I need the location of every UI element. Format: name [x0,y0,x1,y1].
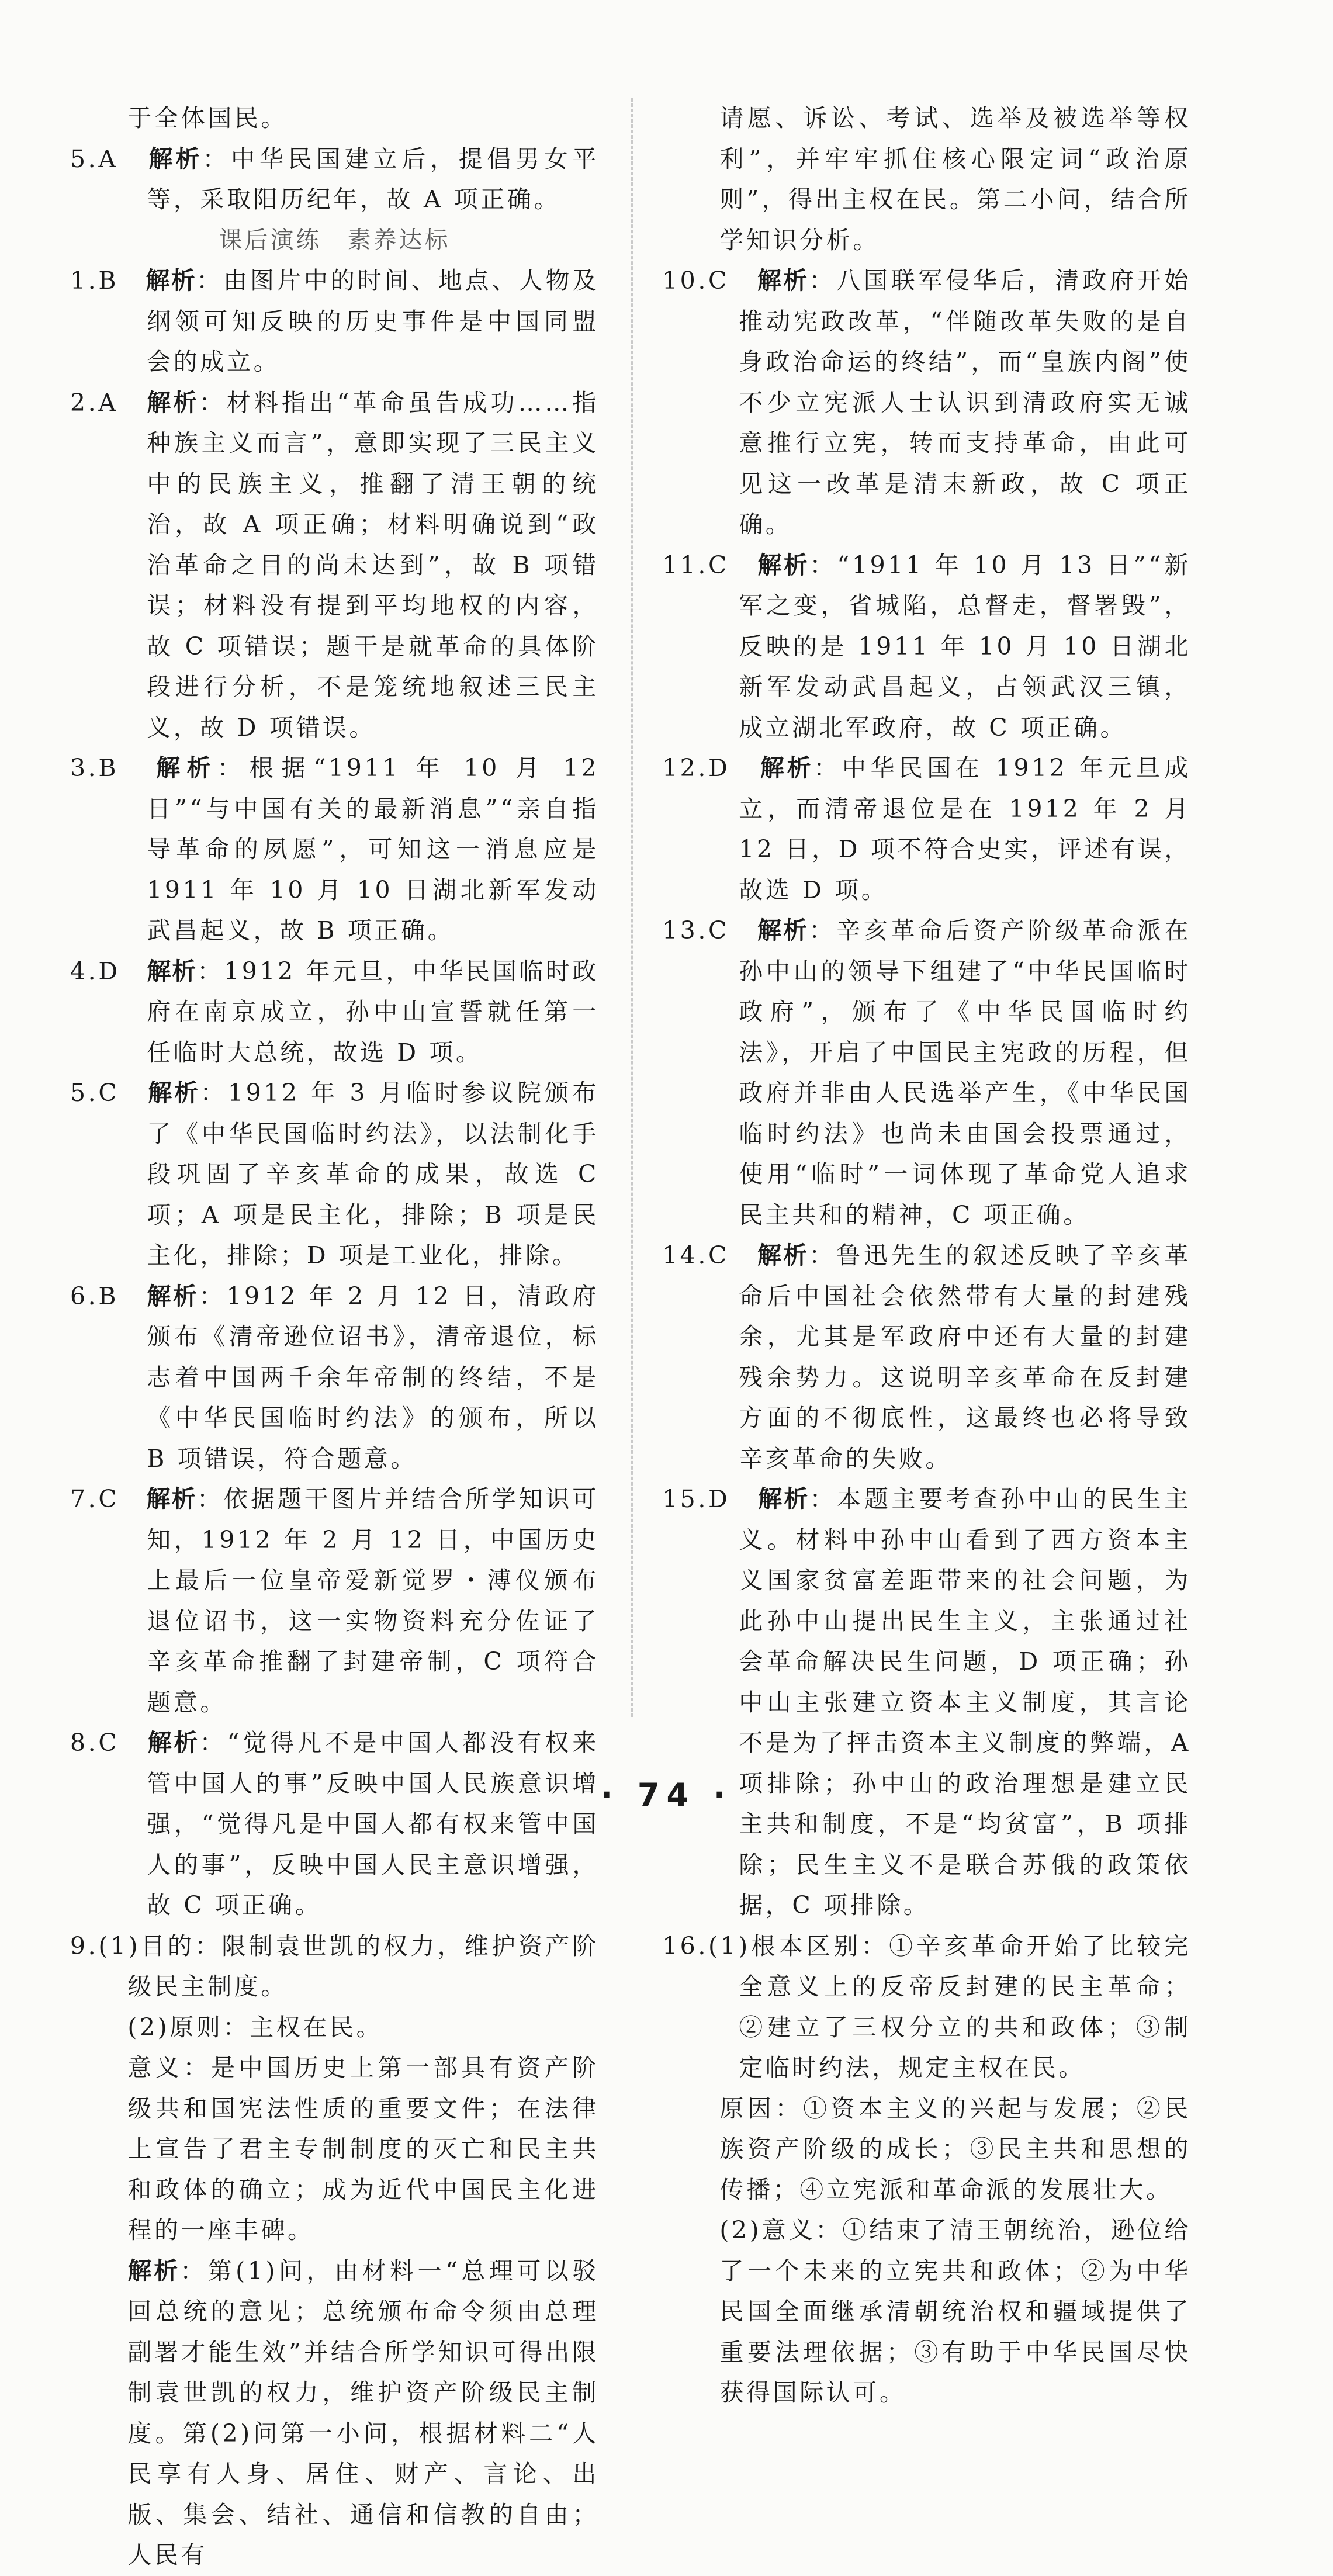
answer-number: 11.C [662,550,758,579]
answer-item: 13.C 解析：辛亥革命后资产阶级革命派在孙中山的领导下组建了“中华民国临时政府”，颁布了《中华民国临时约法》，开启了中国民主宪政的历程，但政府并非由人民选举产生，《中华民国临时约法》也尚未由国会投票通过，使用“临时”一词体现了革命党人追求民主共和的精神，C 项正确。 [662,916,1192,1229]
answer-number: 6.B [70,1282,147,1310]
analysis-label: 解析 [147,957,198,985]
answer-item: 10.C 解析：八国联军侵华后，清政府开始推动宪政改革，“伴随改革失败的是自身政治命运的终结”，而“皇族内阁”使不少立宪派人士认识到清政府实无诚意推行立宪，转而支持革命，由此可见这一改革是清末新政，故 C 项正确。 [662,266,1192,538]
answer-item: 12.D 解析：中华民国在 1912 年元旦成立，而清帝退位是在 1912 年 2 月 12 日，D 项不符合史实，评述有误，故选 D 项。 [662,754,1192,904]
answer-item: 16.(1)根本区别：①辛亥革命开始了比较完全意义上的反帝反封建的民主革命；②建立了三权分立的共和政体；③制定临时约法，规定主权在民。 [662,1931,1191,2082]
answer-item: 7.C 解析：依据题干图片并结合所学知识可知，1912 年 2 月 12 日，中国历史上最后一位皇帝爱新觉罗・溥仪颁布退位诏书，这一实物资料充分佐证了辛亥革命推翻了封建帝制，C 项符合题意。 [70,1485,600,1716]
answer-item: 9.(1)目的：限制袁世凯的权力，维护资产阶级民主制度。 [70,1931,599,2000]
answer-number: 9. [70,1931,99,1960]
answer-item: 11.C 解析：“1911 年 10 月 13 日”“新军之变，省城陷，总督走，督署毁”，反映的是 1911 年 10 月 10 日湖北新军发动武昌起义，占领武汉三镇，成立湖北军政府，故 C 项正确。 [662,550,1192,742]
continued-text: 于全体国民。 [127,104,288,132]
analysis-label: 解析 [757,1241,809,1269]
answer-number: 5.A [70,144,149,173]
answer-item: 4.D 解析：1912 年元旦，中华民国临时政府在南京成立，孙中山宣誓就任第一任临时大总统，故选 D 项。 [70,957,600,1067]
answer-item: 1.B 解析：由图片中的时间、地点、人物及纲领可知反映的历史事件是中国同盟会的成立。 [70,266,600,376]
answer-number: 12.D [662,754,760,782]
answer-subparagraph: 原因：①资本主义的兴起与发展；②民族资产阶级的成长；③民主共和思想的传播；④立宪派和革命派的发展壮大。 [719,2094,1191,2204]
analysis-label: 解析 [757,550,810,579]
analysis-label: 解析 [148,1079,200,1107]
answer-number: 16. [662,1931,709,1960]
analysis-label: 解析 [760,754,814,782]
answer-item: 5.C 解析：1912 年 3 月临时参议院颁布了《中华民国临时约法》，以法制化手段巩固了辛亥革命的成果，故选 C 项；A 项是民主化，排除；B 项是民主化，排除；D 项是工业化，排除。 [70,1079,600,1269]
answer-subparagraph: (2)原则：主权在民。 [127,2013,383,2041]
answer-number: 13.C [662,916,757,944]
analysis-label: 解析 [127,2256,181,2285]
answer-number: 7.C [70,1485,147,1513]
answer-item: 8.C 解析：“觉得凡不是中国人都没有权来管中国人的事”反映中国人民族意识增强，“觉得凡是中国人都有权来管中国人的事”，反映中国人民主意识增强，故 C 项正确。 [70,1729,599,1919]
answer-subparagraph: 解析：第(1)问，由材料一“总理可以驳回总统的意见；总统颁布命令须由总理副署才能生效”并结合所学知识可得出限制袁世凯的权力，维护资产阶级民主制度。第(2)问第一小问，根据材料二“人民享有人身、居住、财产、言论、出版、集会、结社、通信和信教的自由；人民有 [127,2256,599,2569]
answer-item: 5.A 解析：中华民国建立后，提倡男女平等，采取阳历纪年，故 A 项正确。 [70,144,599,213]
analysis-label: 解析 [147,388,199,417]
answer-item: 15.D 解析：本题主要考查孙中山的民生主义。材料中孙中山看到了西方资本主义国家贫富差距带来的社会问题，为此孙中山提出民生主义，主张通过社会革命解决民生问题，D 项正确；孙中山主张建立资本主义制度，其言论不是为了抨击资本主义制度的弊端，A 项排除；孙中山的政治理想是建立民主共和制度，不是“均贫富”，B 项排除；民生主义不是联合苏俄的政策依据，C 项排除。 [662,1485,1192,1919]
answer-number: 3.B [70,754,157,782]
analysis-label: 解析 [156,754,217,782]
answer-number: 5.C [70,1079,148,1107]
analysis-label: 解析 [757,916,809,944]
column-divider [631,98,633,1717]
left-column [70,98,599,2576]
right-column [662,98,1191,2414]
analysis-label: 解析 [147,1282,199,1310]
answer-number: 8.C [70,1729,148,1757]
answer-subparagraph: 意义：是中国历史上第一部具有资产阶级共和国宪法性质的重要文件；在法律上宣告了君主专制制度的灭亡和民主共和政体的确立；成为近代中国民主化进程的一座丰碑。 [127,2054,599,2244]
answer-item: 14.C 解析：鲁迅先生的叙述反映了辛亥革命后中国社会依然带有大量的封建残余，尤其是军政府中还有大量的封建残余势力。这说明辛亥革命在反封建方面的不彻底性，这最终也必将导致辛亥革命的失败。 [662,1241,1192,1473]
answer-subparagraph: (2)意义：①结束了清王朝统治，逊位给了一个未来的立宪共和政体；②为中华民国全面继承清朝统治权和疆域提供了重要法理依据；③有助于中华民国尽快获得国际认可。 [719,2216,1191,2407]
analysis-label: 解析 [146,1485,198,1513]
answer-number: 15.D [662,1485,759,1513]
analysis-label: 解析 [146,266,197,295]
section-title: 课后演练 素养达标 [219,226,451,254]
analysis-label: 解析 [148,144,203,173]
answer-number: 10.C [662,266,757,295]
analysis-label: 解析 [758,1485,810,1513]
answer-item: 6.B 解析：1912 年 2 月 12 日，清政府颁布《清帝逊位诏书》，清帝退位，标志着中国两千余年帝制的终结，不是《中华民国临时约法》的颁布，所以 B 项错误，符合题意。 [70,1282,600,1473]
analysis-label: 解析 [147,1729,200,1757]
answer-item: 3.B 解析：根据“1911 年 10 月 12 日”“与中国有关的最新消息”“亲自指导革命的夙愿”，可知这一消息应是 1911 年 10 月 10 日湖北新军发动武昌起义，故 B 项正确。 [70,754,600,944]
answer-number: 2.A [70,388,147,417]
continued-text: 请愿、诉讼、考试、选举及被选举等权利”，并牢牢抓住核心限定词“政治原则”，得出主权在民。第二小问，结合所学知识分析。 [719,104,1191,254]
page-number: · 74 · [600,1777,733,1813]
answer-number: 14.C [662,1241,757,1269]
answer-number: 4.D [70,957,147,985]
answer-number: 1.B [70,266,146,295]
answer-item: 2.A 解析：材料指出“革命虽告成功……指种族主义而言”，意即实现了三民主义中的民族主义，推翻了清王朝的统治，故 A 项正确；材料明确说到“政治革命之目的尚未达到”，故 B 项错误；材料没有提到平均地权的内容，故 C 项错误；题干是就革命的具体阶段进行分析，不是笼统地叙述三民主义，故 D 项错误。 [70,388,599,742]
analysis-label: 解析 [757,266,809,295]
